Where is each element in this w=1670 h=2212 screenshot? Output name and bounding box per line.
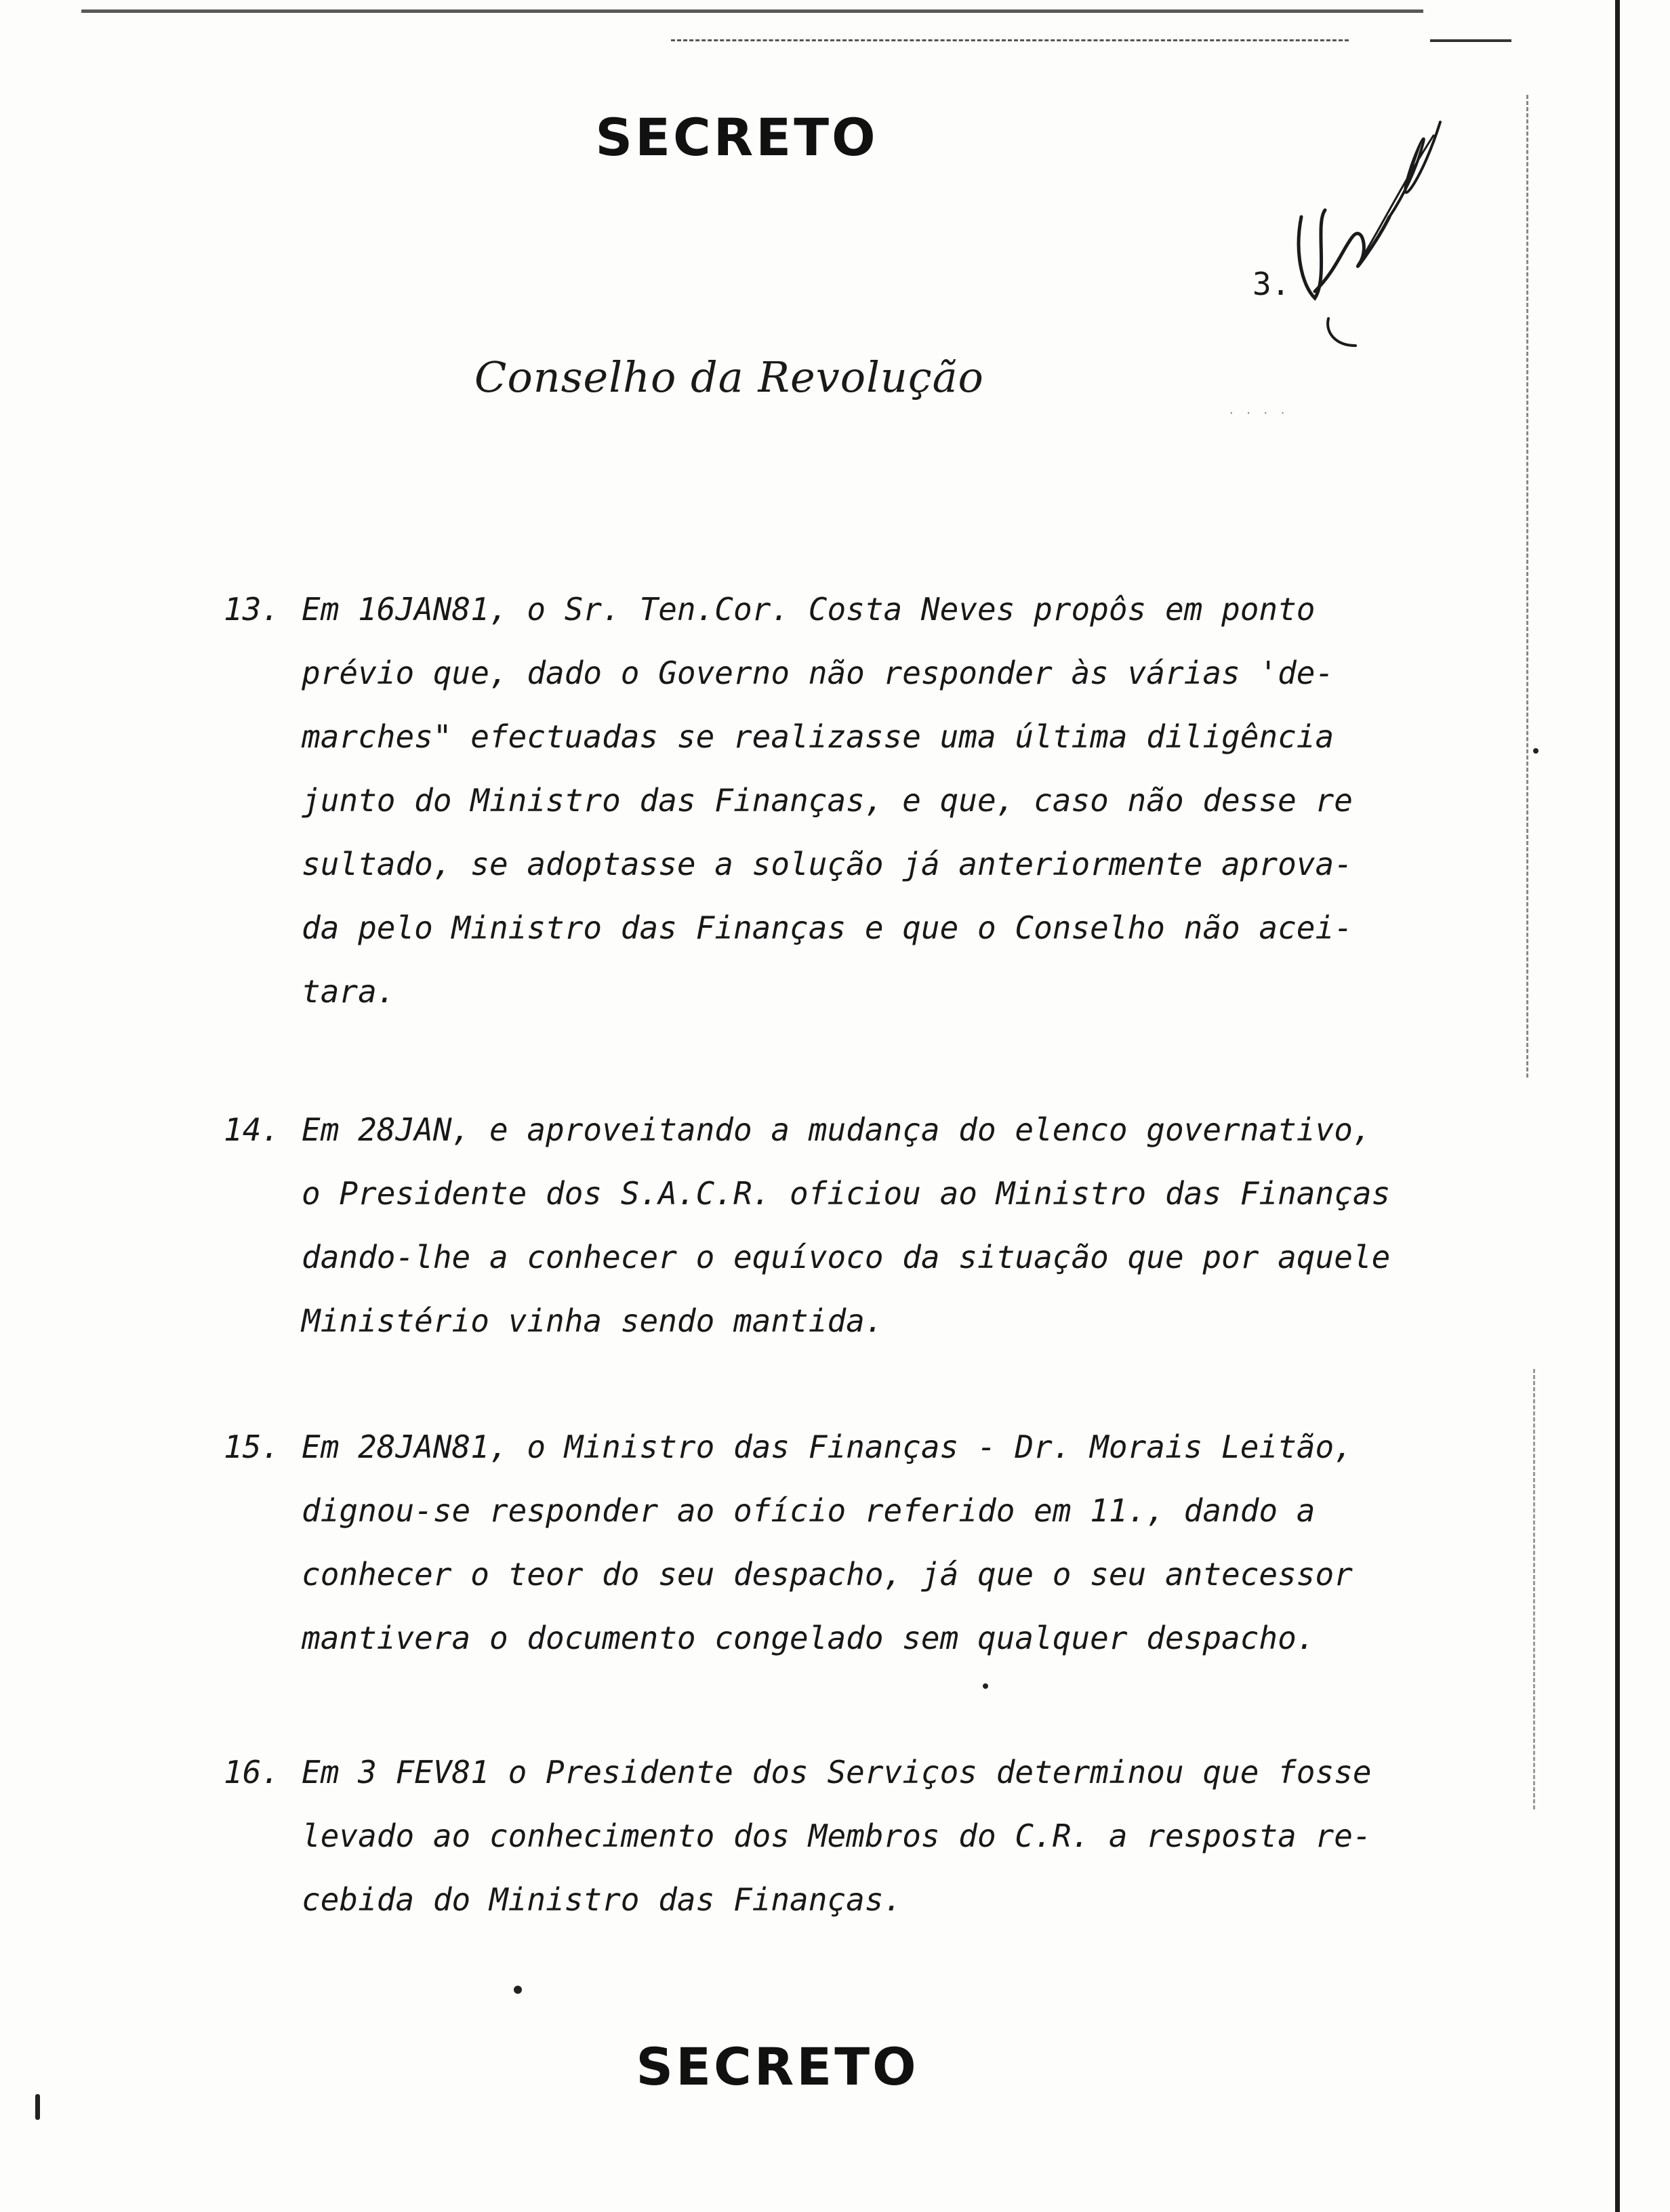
paragraph-line: mantivera o documento congelado sem qualquer despacho. <box>302 1620 1316 1656</box>
paragraph-line: conhecer o teor do seu despacho, já que o seu antecessor <box>302 1556 1353 1593</box>
paragraph-line: Em 28JAN, e aproveitando a mudança do elenco governativo, <box>302 1111 1372 1148</box>
paragraph-line: prévio que, dado o Governo não responder às várias 'de- <box>302 655 1335 691</box>
paragraph-line: dando-lhe a conhecer o equívoco da situação que por aquele <box>302 1239 1391 1275</box>
handwritten-signature <box>1288 115 1464 359</box>
scan-speck <box>983 1683 988 1689</box>
paragraph-line: Em 16JAN81, o Sr. Ten.Cor. Costa Neves propôs em ponto <box>302 591 1316 628</box>
scan-edge-top-dashed <box>671 39 1349 41</box>
scan-edge-top <box>81 0 1423 13</box>
paragraph-number: 16. <box>224 1754 281 1790</box>
classification-footer: SECRETO <box>636 2036 919 2097</box>
letterhead-title: Conselho da Revolução <box>474 352 984 402</box>
paragraph-15 <box>224 1415 1484 1670</box>
scan-speck <box>35 2094 40 2120</box>
paragraph-number: 14. <box>224 1111 281 1148</box>
paragraph-14 <box>224 1098 1484 1353</box>
paragraph-line: Ministério vinha sendo mantida. <box>302 1303 884 1339</box>
paragraph-line: sultado, se adoptasse a solução já anteriormente aprova- <box>302 846 1353 882</box>
paragraph-line: o Presidente dos S.A.C.R. oficiou ao Ministro das Finanças <box>302 1175 1391 1212</box>
paragraph-16 <box>224 1740 1484 1931</box>
paragraph-line: tara. <box>302 973 396 1010</box>
paragraph-line: da pelo Ministro das Finanças e que o Conselho não acei- <box>302 909 1353 946</box>
paragraph-line: junto do Ministro das Finanças, e que, caso não desse re <box>302 782 1353 819</box>
faint-scan-mark: · · · · <box>1228 407 1288 419</box>
scan-edge-right-dashed <box>1526 95 1528 1078</box>
paragraph-line: cebida do Ministro das Finanças. <box>302 1881 903 1918</box>
paragraph-line: dignou-se responder ao ofício referido em 11., dando a <box>302 1492 1316 1529</box>
paragraph-line: levado ao conhecimento dos Membros do C.R. a resposta re- <box>302 1818 1372 1854</box>
page-number: 3. <box>1252 266 1290 302</box>
paragraph-number: 13. <box>224 591 281 628</box>
classification-header: SECRETO <box>595 107 878 167</box>
paragraph-line: Em 3 FEV81 o Presidente dos Serviços determinou que fosse <box>302 1754 1372 1790</box>
scan-speck <box>1533 748 1539 754</box>
scan-edge-right <box>1615 0 1620 2212</box>
paragraph-line: Em 28JAN81, o Ministro das Finanças - Dr. Morais Leitão, <box>302 1429 1353 1465</box>
paragraph-13 <box>224 577 1484 1023</box>
paragraph-number: 15. <box>224 1429 281 1465</box>
scan-edge-right-dashed-lower <box>1533 1369 1535 1809</box>
scan-speck <box>514 1986 522 1994</box>
paragraph-line: marches" efectuadas se realizasse uma última diligência <box>302 718 1335 755</box>
scan-edge-top-right <box>1430 39 1511 42</box>
